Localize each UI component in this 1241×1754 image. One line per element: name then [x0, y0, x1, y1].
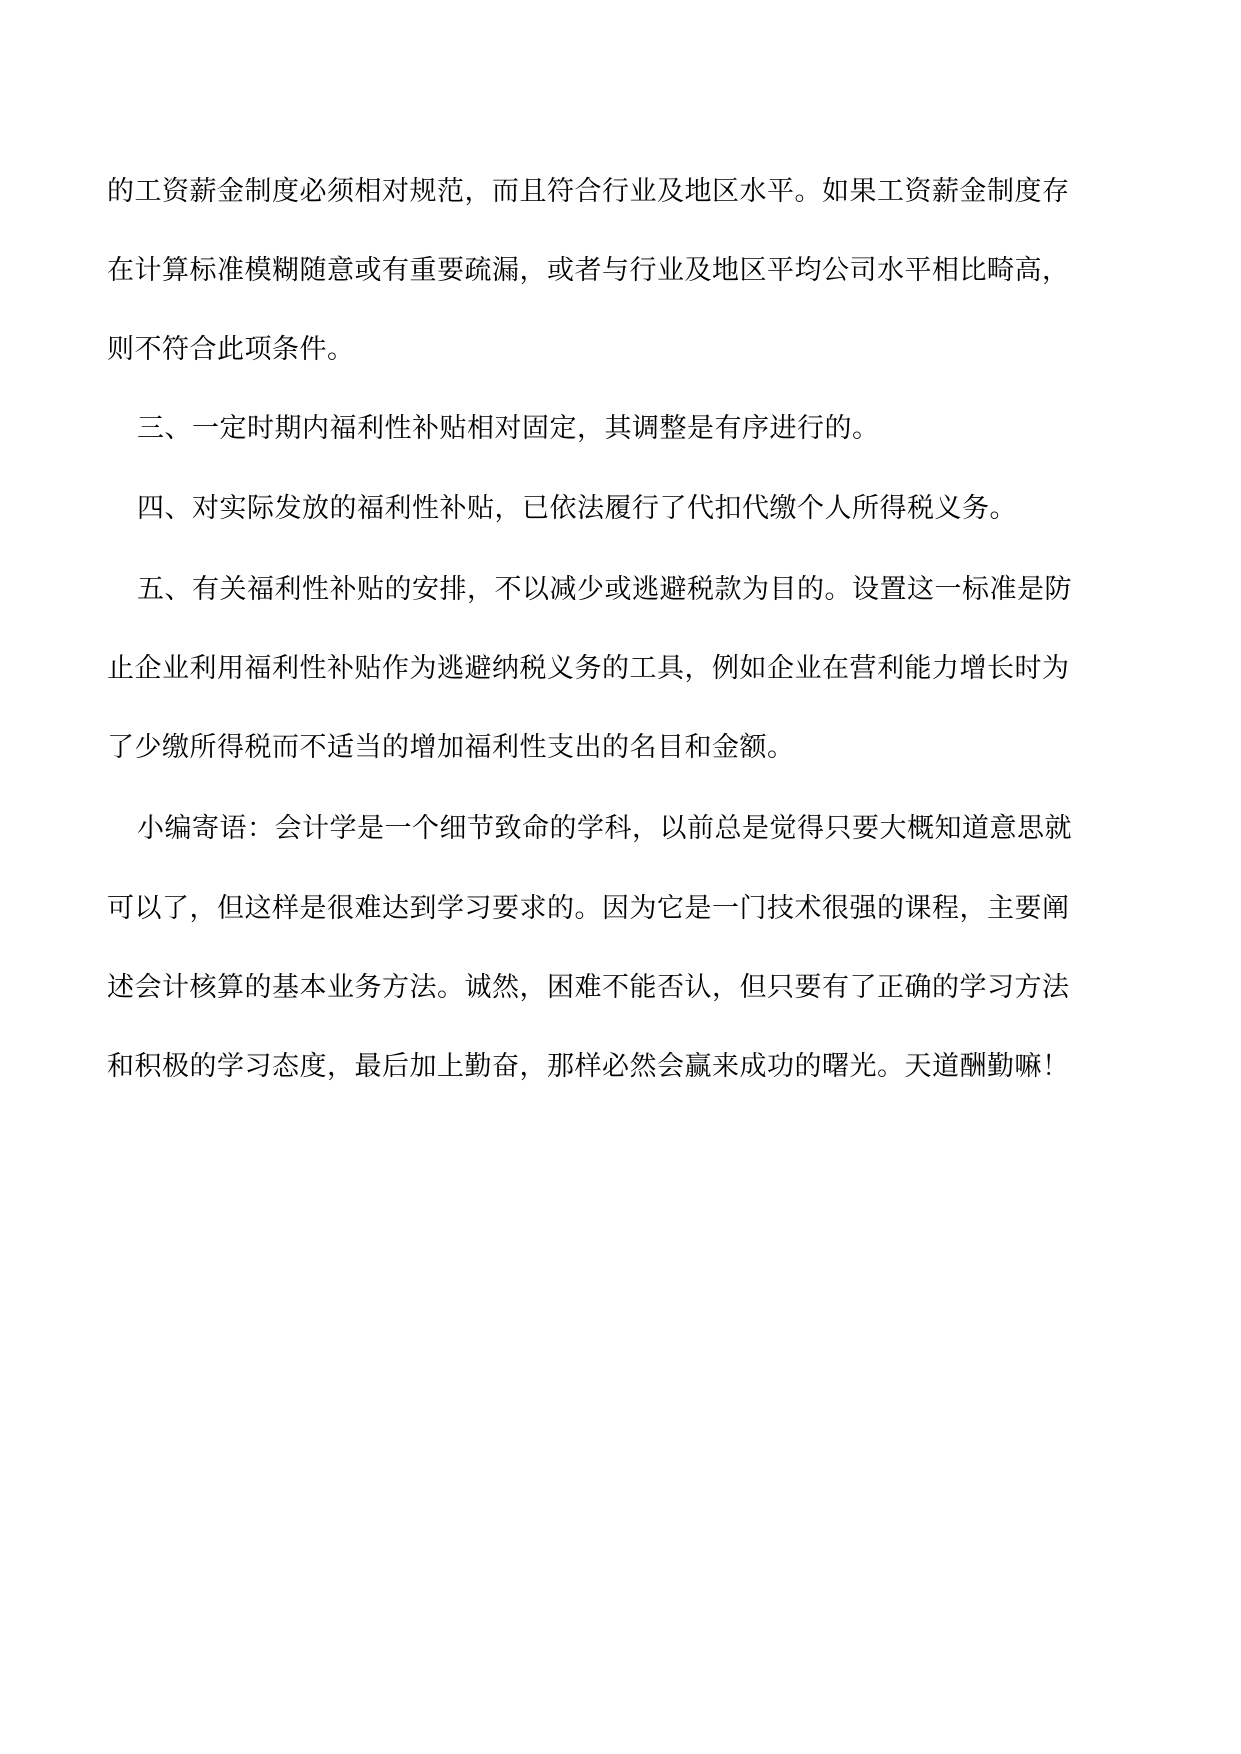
- text-line: 止企业利用福利性补贴作为逃避纳税义务的工具，例如企业在营利能力增长时为: [107, 653, 1070, 684]
- section-three-text: 三、一定时期内福利性补贴相对固定，其调整是有序进行的。: [137, 413, 880, 444]
- section-five-text: 五、有关福利性补贴的安排，不以减少或逃避税款为目的。设置这一标准是防: [137, 574, 1072, 605]
- section-four-text: 四、对实际发放的福利性补贴，已依法履行了代扣代缴个人所得税义务。: [137, 493, 1017, 524]
- editor-note-text: 小编寄语：会计学是一个细节致命的学科，以前总是觉得只要大概知道意思就: [137, 813, 1072, 844]
- text-line: 可以了，但这样是很难达到学习要求的。因为它是一门技术很强的课程，主要阐: [107, 893, 1070, 924]
- text-line: 的工资薪金制度必须相对规范，而且符合行业及地区水平。如果工资薪金制度存: [107, 176, 1070, 207]
- text-line: 述会计核算的基本业务方法。诚然，困难不能否认，但只要有了正确的学习方法: [107, 972, 1070, 1003]
- text-line: 则不符合此项条件。: [107, 334, 355, 365]
- text-line: 了少缴所得税而不适当的增加福利性支出的名目和金额。: [107, 732, 795, 763]
- text-line: 和积极的学习态度，最后加上勤奋，那样必然会赢来成功的曙光。天道酬勤嘛！: [107, 1051, 1070, 1082]
- text-line: 在计算标准模糊随意或有重要疏漏，或者与行业及地区平均公司水平相比畸高，: [107, 255, 1070, 286]
